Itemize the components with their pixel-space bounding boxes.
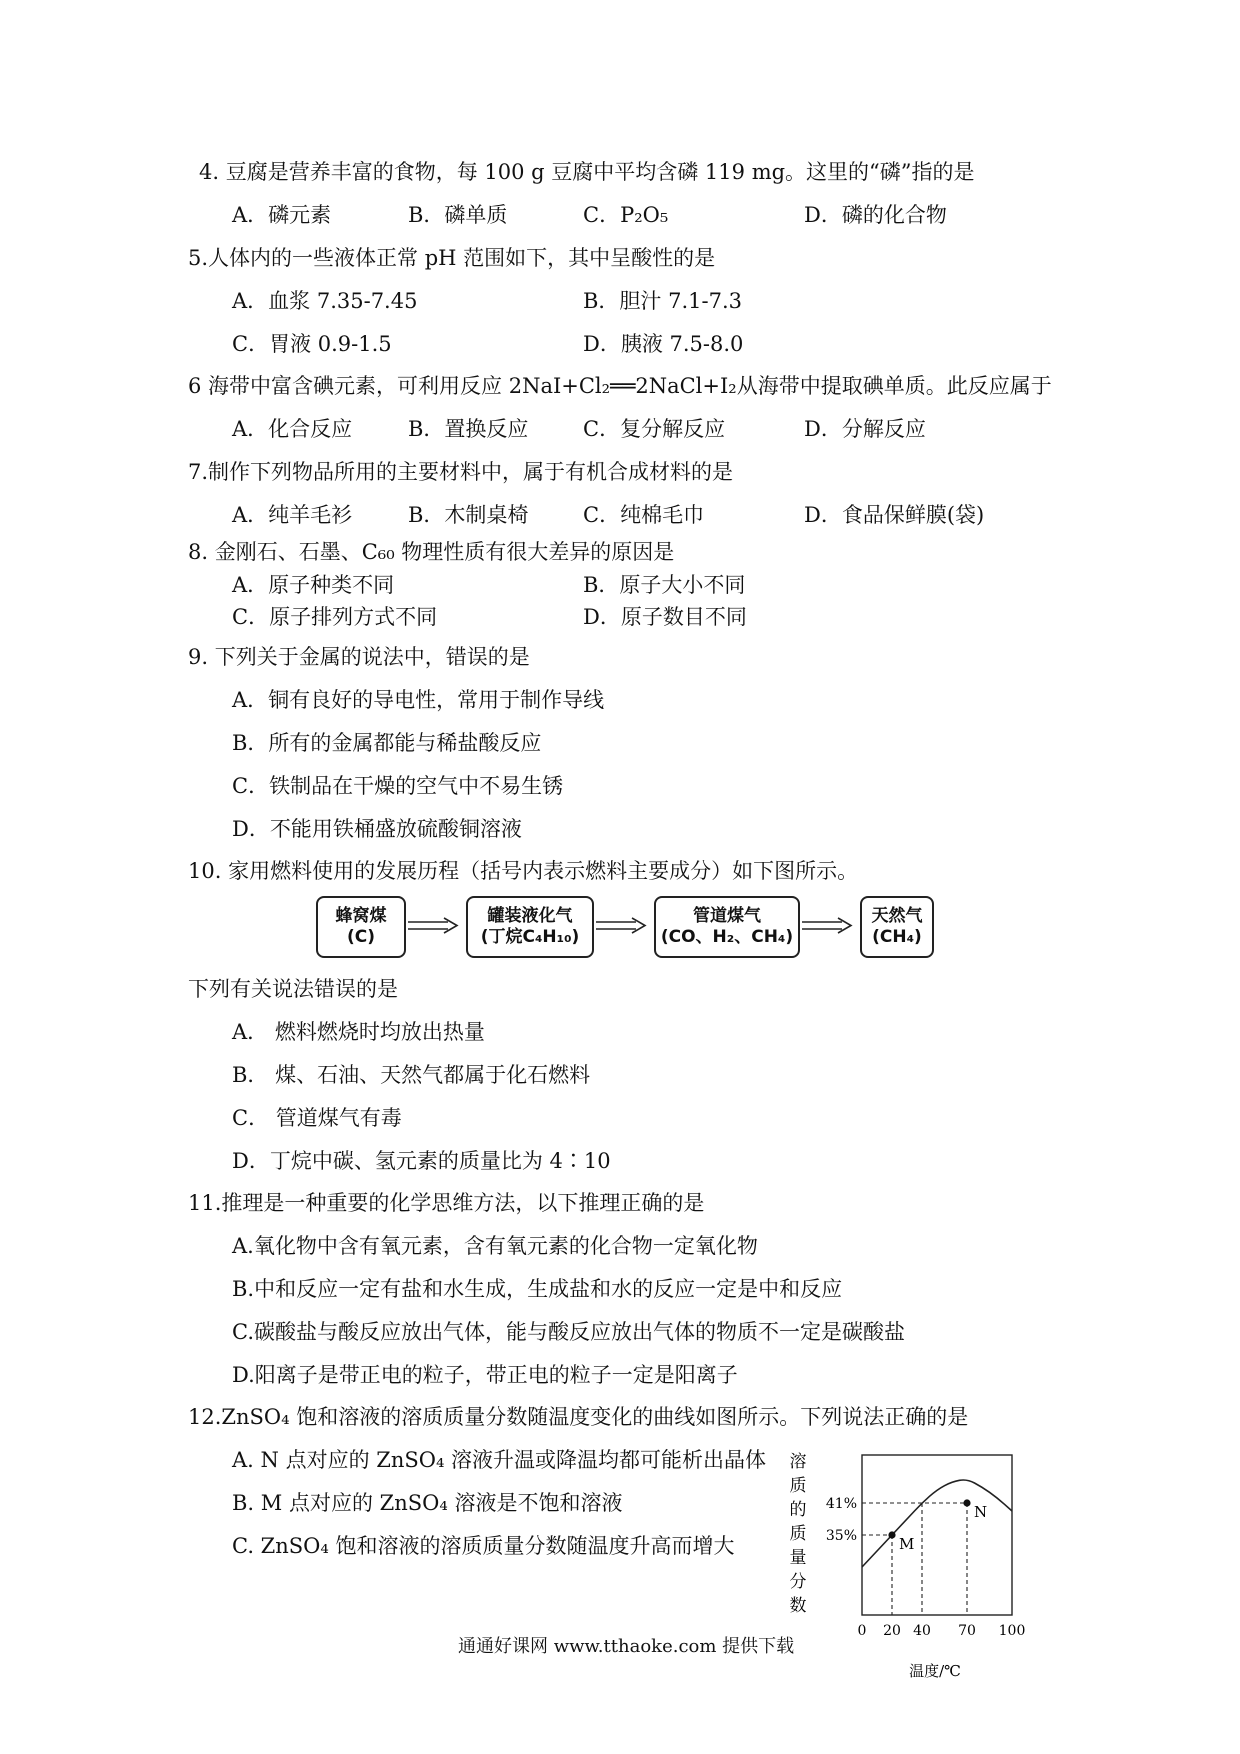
flow-box-name: 蜂窝煤 bbox=[335, 906, 387, 926]
q4-option-a[interactable]: A．磷元素 bbox=[232, 203, 332, 227]
y-tick-labels bbox=[826, 1496, 857, 1544]
chart-point-label: M bbox=[899, 1535, 915, 1553]
q8-option-a[interactable]: A．原子种类不同 bbox=[232, 573, 395, 597]
q4-option-b[interactable]: B．磷单质 bbox=[408, 203, 508, 227]
x-tick-label: 20 bbox=[883, 1623, 901, 1639]
q10-sub-stem: 下列有关说法错误的是 bbox=[188, 977, 398, 1001]
q5-option-a[interactable]: A．血浆 7.35-7.45 bbox=[232, 289, 418, 313]
x-tick-label: 0 bbox=[857, 1623, 867, 1639]
q11-option-d[interactable]: D.阳离子是带正电的粒子，带正电的粒子一定是阳离子 bbox=[232, 1363, 738, 1387]
y-axis-label-char: 数 bbox=[789, 1596, 807, 1616]
q7-option-b[interactable]: B．木制桌椅 bbox=[408, 503, 529, 527]
q8-stem: 8. 金刚石、石墨、C₆₀ 物理性质有很大差异的原因是 bbox=[188, 540, 675, 564]
double-arrow-icon bbox=[802, 917, 854, 935]
q12-option-a[interactable]: A. N 点对应的 ZnSO₄ 溶液升温或降温均都可能析出晶体 bbox=[232, 1448, 767, 1472]
flow-box-formula: (丁烷C₄H₁₀) bbox=[480, 927, 580, 947]
chart-point-n bbox=[963, 1499, 970, 1506]
q6-option-a[interactable]: A．化合反应 bbox=[232, 417, 353, 441]
y-axis-label-char: 质 bbox=[789, 1476, 807, 1496]
y-axis-label-char: 溶 bbox=[789, 1452, 807, 1472]
chart-point-m bbox=[888, 1531, 895, 1538]
q9-option-d[interactable]: D．不能用铁桶盛放硫酸铜溶液 bbox=[232, 817, 522, 841]
q10-stem: 10. 家用燃料使用的发展历程（括号内表示燃料主要成分）如下图所示。 bbox=[188, 859, 859, 883]
flow-box-name: 罐装液化气 bbox=[487, 906, 573, 926]
y-axis-label-char: 质 bbox=[789, 1524, 807, 1544]
q9-option-a[interactable]: A．铜有良好的导电性，常用于制作导线 bbox=[232, 688, 605, 712]
q10-option-a[interactable]: A． 燃料燃烧时均放出热量 bbox=[232, 1020, 485, 1044]
q8-option-c[interactable]: C．原子排列方式不同 bbox=[232, 605, 438, 629]
dashed-guides bbox=[862, 1503, 967, 1615]
y-tick-label: 35% bbox=[825, 1528, 857, 1544]
flow-box-formula: (CH₄) bbox=[872, 927, 922, 947]
q12-stem: 12.ZnSO₄ 饱和溶液的溶质质量分数随温度变化的曲线如图所示。下列说法正确的是 bbox=[188, 1405, 969, 1429]
q12-option-b[interactable]: B. M 点对应的 ZnSO₄ 溶液是不饱和溶液 bbox=[232, 1491, 623, 1515]
q8-option-d[interactable]: D．原子数目不同 bbox=[583, 605, 747, 629]
q6-option-c[interactable]: C．复分解反应 bbox=[583, 417, 726, 441]
q5-option-c[interactable]: C．胃液 0.9-1.5 bbox=[232, 332, 392, 356]
q12-option-c[interactable]: C. ZnSO₄ 饱和溶液的溶质质量分数随温度升高而增大 bbox=[232, 1534, 735, 1558]
x-tick-label: 40 bbox=[913, 1623, 931, 1639]
x-tick-label: 70 bbox=[958, 1623, 976, 1639]
q7-option-a[interactable]: A．纯羊毛衫 bbox=[232, 503, 353, 527]
x-axis-label: 温度/℃ bbox=[909, 1662, 961, 1680]
y-axis-label-char: 量 bbox=[789, 1548, 807, 1568]
q7-option-d[interactable]: D．食品保鲜膜(袋) bbox=[804, 503, 985, 527]
q10-option-d[interactable]: D．丁烷中碳、氢元素的质量比为 4∶10 bbox=[232, 1149, 611, 1173]
q6-option-d[interactable]: D．分解反应 bbox=[804, 417, 926, 441]
flow-box-formula: (C) bbox=[346, 927, 375, 947]
q7-option-c[interactable]: C．纯棉毛巾 bbox=[583, 503, 705, 527]
q10-option-c[interactable]: C． 管道煤气有毒 bbox=[232, 1106, 402, 1130]
q4-stem: 4. 豆腐是营养丰富的食物，每 100 g 豆腐中平均含磷 119 mg。这里的“磷”指的是 bbox=[199, 160, 975, 184]
double-arrow-icon bbox=[596, 917, 648, 935]
q6-option-b[interactable]: B．置换反应 bbox=[408, 417, 529, 441]
y-axis-label-char: 的 bbox=[789, 1500, 807, 1520]
q6-stem: 6 海带中富含碘元素，可利用反应 2NaI+Cl₂══2NaCl+I₂从海带中提取碘单质。此反应属于 bbox=[188, 374, 1052, 398]
x-tick-labels bbox=[858, 1623, 1025, 1639]
flow-box-name: 管道煤气 bbox=[693, 906, 761, 926]
flow-box-formula: (CO、H₂、CH₄) bbox=[660, 927, 794, 947]
q4-option-c[interactable]: C．P₂O₅ bbox=[583, 203, 669, 227]
y-axis-label-char: 分 bbox=[789, 1572, 807, 1592]
fuel-history-flowchart bbox=[316, 896, 936, 960]
q11-stem: 11.推理是一种重要的化学思维方法，以下推理正确的是 bbox=[188, 1191, 705, 1215]
q10-option-b[interactable]: B． 煤、石油、天然气都属于化石燃料 bbox=[232, 1063, 591, 1087]
chart-points bbox=[888, 1499, 987, 1553]
flow-box-bottled-lpg bbox=[466, 896, 594, 958]
q11-option-b[interactable]: B.中和反应一定有盐和水生成，生成盐和水的反应一定是中和反应 bbox=[232, 1277, 843, 1301]
zinc-sulfate-solubility-chart bbox=[785, 1445, 1025, 1685]
q9-stem: 9. 下列关于金属的说法中，错误的是 bbox=[188, 645, 530, 669]
chart-series-line bbox=[862, 1480, 1012, 1567]
q5-option-b[interactable]: B．胆汁 7.1-7.3 bbox=[583, 289, 742, 313]
q11-option-a[interactable]: A.氧化物中含有氧元素，含有氧元素的化合物一定氧化物 bbox=[232, 1234, 758, 1258]
x-tick-label: 100 bbox=[998, 1623, 1025, 1639]
q9-option-b[interactable]: B．所有的金属都能与稀盐酸反应 bbox=[232, 731, 542, 755]
q9-option-c[interactable]: C．铁制品在干燥的空气中不易生锈 bbox=[232, 774, 564, 798]
flow-box-honeycomb-coal bbox=[316, 896, 406, 958]
flow-box-natural-gas bbox=[860, 896, 934, 958]
q11-option-c[interactable]: C.碳酸盐与酸反应放出气体，能与酸反应放出气体的物质不一定是碳酸盐 bbox=[232, 1320, 905, 1344]
y-tick-label: 41% bbox=[825, 1496, 857, 1512]
flow-box-piped-gas bbox=[654, 896, 800, 958]
q5-stem: 5.人体内的一些液体正常 pH 范围如下，其中呈酸性的是 bbox=[188, 246, 716, 270]
chart-point-label: N bbox=[974, 1503, 988, 1521]
y-axis-label bbox=[790, 1452, 807, 1616]
flow-box-name: 天然气 bbox=[871, 906, 923, 926]
q5-option-d[interactable]: D．胰液 7.5-8.0 bbox=[583, 332, 744, 356]
page-footer: 通通好课网 www.tthaoke.com 提供下载 bbox=[458, 1636, 795, 1657]
q7-stem: 7.制作下列物品所用的主要材料中，属于有机合成材料的是 bbox=[188, 460, 734, 484]
q8-option-b[interactable]: B．原子大小不同 bbox=[583, 573, 746, 597]
double-arrow-icon bbox=[408, 917, 460, 935]
q4-option-d[interactable]: D．磷的化合物 bbox=[804, 203, 947, 227]
